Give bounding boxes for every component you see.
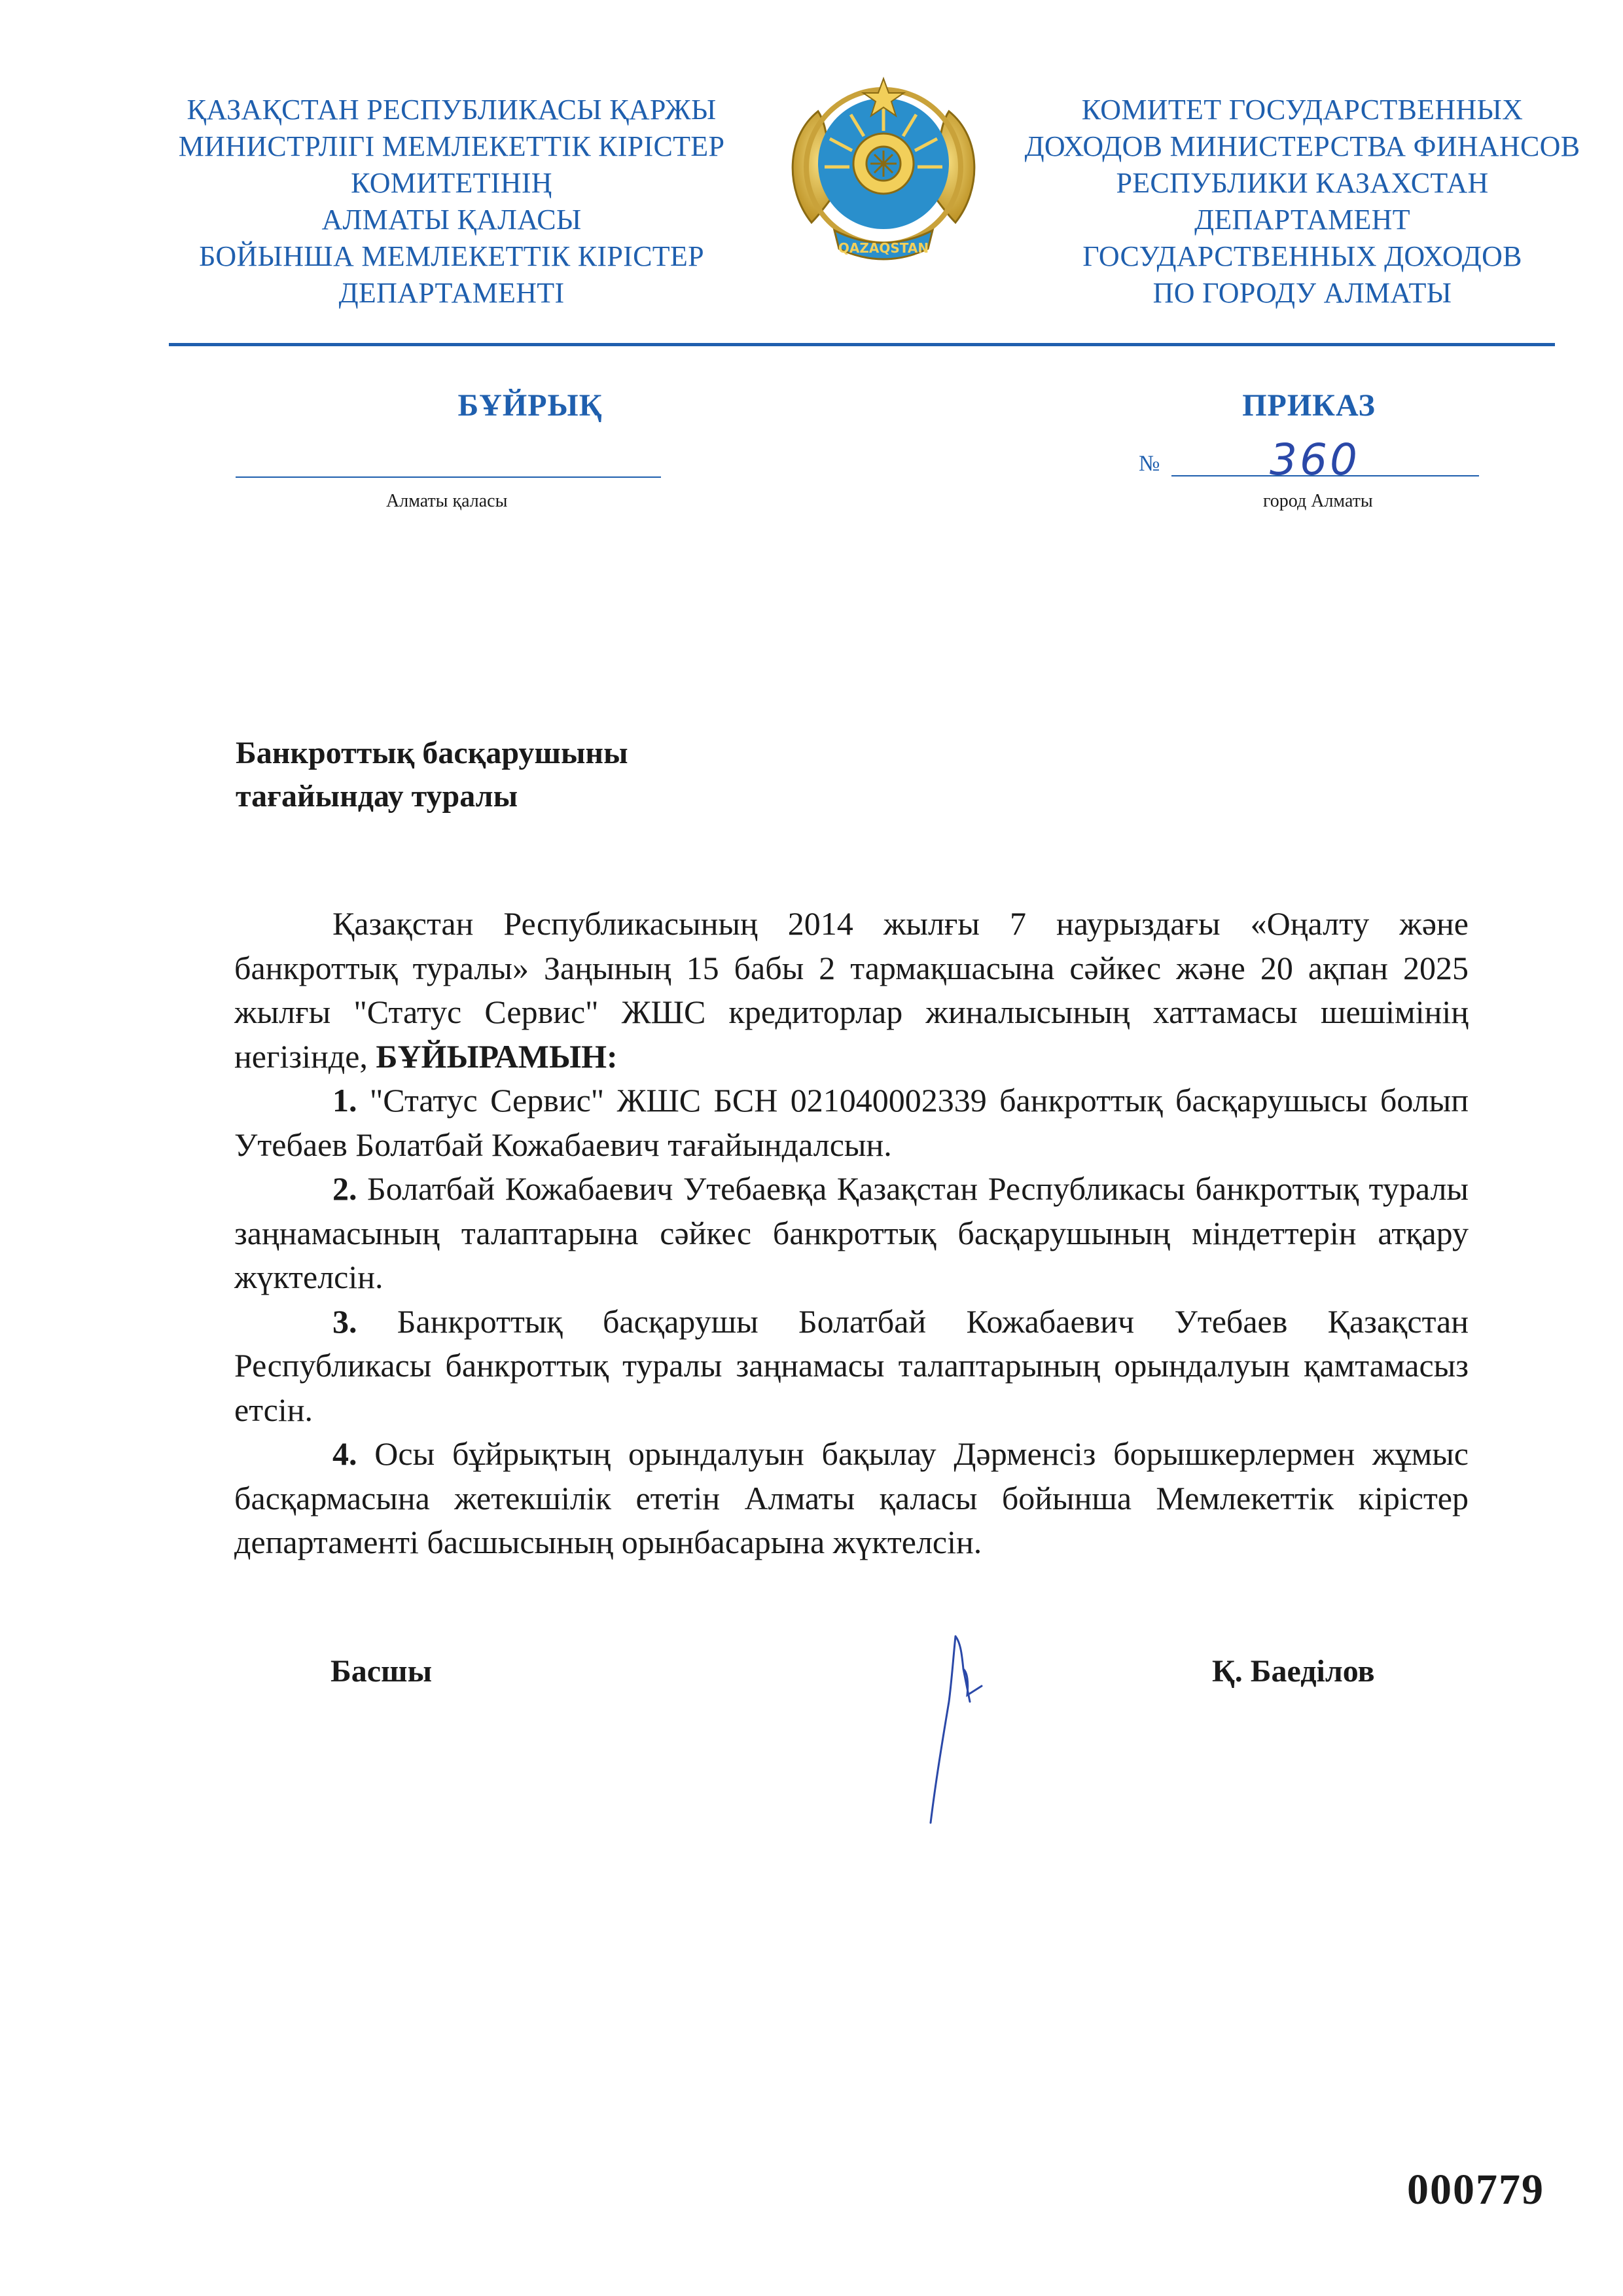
- order-item: [234, 1432, 1469, 1565]
- item-text: "Статус Сервис" ЖШС БСН 021040002339 банкроттық басқарушысы болып Утебаев Болатбай Кожабаевич тағайындалсын.: [234, 1082, 1469, 1163]
- order-word: БҰЙЫРАМЫН:: [376, 1037, 618, 1075]
- order-item: [234, 1167, 1469, 1300]
- header-left-line: ДЕПАРТАМЕНТІ: [338, 277, 565, 309]
- number-sign: №: [1139, 452, 1160, 476]
- serial-number: 000779: [1407, 2166, 1544, 2214]
- item-number: 1.: [332, 1082, 357, 1119]
- order-item: [234, 1300, 1469, 1433]
- city-label-kazakh: Алматы қаласы: [386, 491, 508, 511]
- item-text: Осы бұйрықтың орындалуын бақылау Дәрменсіз борышкерлермен жұмыс басқармасына жетекшілік ететін Алматы қаласы бойынша Мемлекеттік кірістер департаменті басшысының орынбасарына жүктелсін.: [234, 1435, 1469, 1560]
- header-right-russian: [1008, 92, 1597, 312]
- header-right-line: РЕСПУБЛИКИ КАЗАХСТАН: [1116, 167, 1489, 199]
- state-emblem-icon: [772, 59, 995, 281]
- emblem-ribbon-text: QAZAQSTAN: [838, 240, 929, 256]
- order-subject: [236, 732, 628, 818]
- handwritten-signature: [890, 1623, 1021, 1833]
- header-divider: [169, 343, 1555, 346]
- item-text: Болатбай Кожабаевич Утебаевқа Қазақстан Республикасы банкроттық туралы заңнамасының талаптарына сәйкес банкроттық басқарушының міндеттерін атқару жүктелсін.: [234, 1170, 1469, 1295]
- header-right-line: КОМИТЕТ ГОСУДАРСТВЕННЫХ: [1081, 94, 1524, 126]
- signatory-title: Басшы: [330, 1654, 433, 1689]
- header-left-line: БОЙЫНША МЕМЛЕКЕТТІК КІРІСТЕР: [199, 240, 704, 272]
- intro-text: Қазақстан Республикасының 2014 жылғы 7 наурыздағы «Оңалту және банкроттық туралы» Заңының 15 бабы 2 тармақшасына сәйкес және 20 ақпан 2025 жылғы "Статус Сервис" ЖШС кредиторлар жиналысының хаттамасы шешімінің негізінде,: [234, 905, 1469, 1075]
- header-right-line: ДОХОДОВ МИНИСТЕРСТВА ФИНАНСОВ: [1024, 130, 1580, 162]
- header-left-line: АЛМАТЫ ҚАЛАСЫ: [321, 204, 582, 236]
- header-left-line: ҚАЗАҚСТАН РЕСПУБЛИКАСЫ ҚАРЖЫ: [187, 94, 717, 126]
- header-right-line: ПО ГОРОДУ АЛМАТЫ: [1152, 277, 1452, 309]
- header-right-line: ГОСУДАРСТВЕННЫХ ДОХОДОВ: [1082, 240, 1522, 272]
- order-number: 360: [1270, 435, 1360, 485]
- header-left-line: МИНИСТРЛІГІ МЕМЛЕКЕТТІК КІРІСТЕР: [178, 130, 725, 162]
- item-text: Банкроттық басқарушы Болатбай Кожабаевич Утебаев Қазақстан Республикасы банкроттық туралы заңнамасы талаптарының орындалуын қамтамасыз етсін.: [234, 1302, 1469, 1428]
- item-number: 2.: [332, 1170, 357, 1207]
- document-title-kazakh: БҰЙРЫҚ: [457, 388, 603, 423]
- subject-line: Банкроттық басқарушыны: [236, 736, 628, 770]
- order-body: [234, 902, 1469, 1565]
- header-right-line: ДЕПАРТАМЕНТ: [1194, 204, 1410, 236]
- document-title-russian: ПРИКАЗ: [1242, 388, 1376, 423]
- signatory-name: Қ. Баеділов: [1212, 1654, 1375, 1689]
- item-number: 3.: [332, 1302, 357, 1340]
- intro-paragraph: [234, 902, 1469, 1079]
- item-number: 4.: [332, 1435, 357, 1472]
- subject-line: тағайындау туралы: [236, 779, 518, 814]
- header-left-line: КОМИТЕТІНІҢ: [351, 167, 552, 199]
- header-left-kazakh: [157, 92, 746, 312]
- city-label-russian: город Алматы: [1263, 491, 1373, 511]
- order-item: [234, 1079, 1469, 1167]
- date-line: [236, 476, 661, 478]
